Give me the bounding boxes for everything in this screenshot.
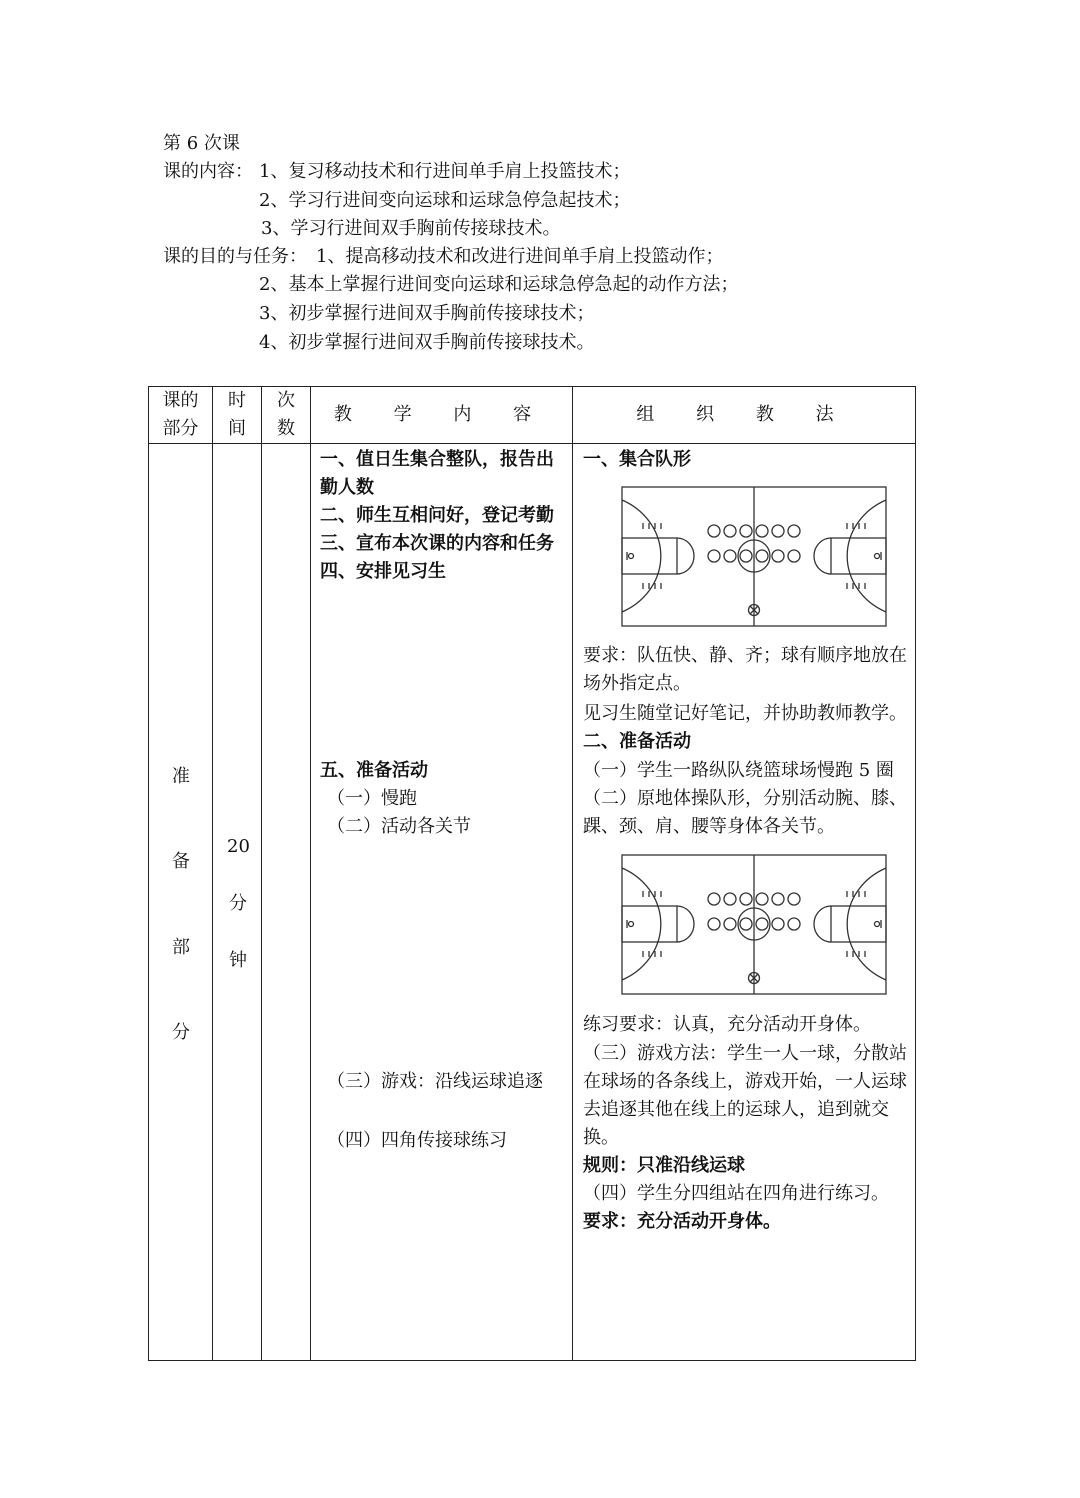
header-count <box>262 387 311 444</box>
time-unit-1: 分 <box>229 893 247 914</box>
lesson-table <box>148 386 916 1361</box>
header-method-label: 组 织 教 法 <box>636 404 852 425</box>
court-left-ft-arc <box>677 538 694 574</box>
header-part-line2: 部分 <box>162 418 199 439</box>
method-m1-title: 一、集合队形 <box>583 449 691 470</box>
header-time <box>213 387 262 444</box>
content-s5c: （三）游戏：沿线运球追逐 <box>327 1071 543 1092</box>
header-count-line2: 数 <box>277 418 295 439</box>
part-char-3: 部 <box>172 937 190 958</box>
method-m2-a: （一）学生一路纵队绕篮球场慢跑 5 圈 <box>583 760 894 781</box>
part-cell <box>149 444 213 1361</box>
table-body-row <box>149 444 916 1361</box>
content-s2: 二、师生互相问好，登记考勤 <box>320 505 554 526</box>
content-item-3: 3、学习行进间双手胸前传接球技术。 <box>261 218 561 239</box>
content-s5a: （一）慢跑 <box>327 788 417 809</box>
method-m2-b: （二）原地体操队形，分别活动腕、膝、踝、颈、肩、腰等身体各关节。 <box>583 788 907 837</box>
content-s5: 五、准备活动 <box>320 760 428 781</box>
court-left-lane <box>622 538 677 574</box>
lesson-title: 第 6 次课 <box>163 133 240 154</box>
goals-item-3: 3、初步掌握行进间双手胸前传接球技术； <box>259 303 595 324</box>
method-m2-title: 二、准备活动 <box>583 731 691 752</box>
teaching-content-cell <box>311 444 573 1361</box>
method-m3-game: （三）游戏方法：学生一人一球，分散站在球场的各条线上，游戏开始，一人运球去追逐其他在线上的运球人，追到就交换。 <box>583 1043 907 1148</box>
court-diagram-1 <box>621 486 887 627</box>
court-right-lane <box>831 538 886 574</box>
part-char-2: 备 <box>172 851 190 872</box>
content-item-1: 1、复习移动技术和行进间单手肩上投篮技术； <box>259 161 631 182</box>
header-part-line1: 课的 <box>162 390 199 411</box>
header-time-line2: 间 <box>228 418 246 439</box>
method-m2-req: 练习要求：认真，充分活动开身体。 <box>583 1014 871 1035</box>
part-char-4: 分 <box>172 1022 190 1043</box>
time-cell <box>213 444 262 1361</box>
court-right-arc <box>847 500 886 612</box>
time-value: 20 <box>227 836 250 857</box>
goals-item-1: 1、提高移动技术和改进行进间单手肩上投篮动作； <box>316 246 724 267</box>
method-cell <box>573 444 916 1361</box>
goals-item-4: 4、初步掌握行进间双手胸前传接球技术。 <box>259 332 595 353</box>
header-part <box>149 387 213 444</box>
court-right-ft-arc <box>814 538 831 574</box>
content-item-2: 2、学习行进间变向运球和运球急停急起技术； <box>259 190 631 211</box>
court-diagram-2 <box>621 854 887 995</box>
content-s4: 四、安排见习生 <box>320 561 446 582</box>
content-s5d: （四）四角传接球练习 <box>327 1130 507 1151</box>
time-unit-2: 钟 <box>229 950 247 971</box>
table-header-row <box>149 387 916 444</box>
content-s5b: （二）活动各关节 <box>327 816 471 837</box>
goals-item-2: 2、基本上掌握行进间变向运球和运球急停急起的动作方法； <box>259 274 739 295</box>
header-time-line1: 时 <box>228 390 246 411</box>
header-method <box>573 387 916 444</box>
court-left-arc <box>622 500 661 612</box>
header-content-label: 教 学 内 容 <box>333 404 550 425</box>
content-s1: 一、值日生集合整队，报告出勤人数 <box>320 449 554 498</box>
header-content <box>311 387 573 444</box>
goals-label: 课的目的与任务： <box>163 246 307 267</box>
content-label: 课的内容： <box>163 161 253 182</box>
method-m1-req: 要求：队伍快、静、齐；球有顺序地放在场外指定点。 <box>583 645 907 694</box>
method-m4-req: 要求：充分活动开身体。 <box>583 1211 781 1232</box>
count-cell <box>262 444 311 1361</box>
content-s3: 三、宣布本次课的内容和任务 <box>320 533 554 554</box>
header-count-line1: 次 <box>277 390 295 411</box>
method-m3-rule: 规则：只准沿线运球 <box>583 1155 745 1176</box>
part-char-1: 准 <box>172 766 190 787</box>
method-m4: （四）学生分四组站在四角进行练习。 <box>583 1183 889 1204</box>
method-m1-note: 见习生随堂记好笔记，并协助教师教学。 <box>583 703 907 724</box>
